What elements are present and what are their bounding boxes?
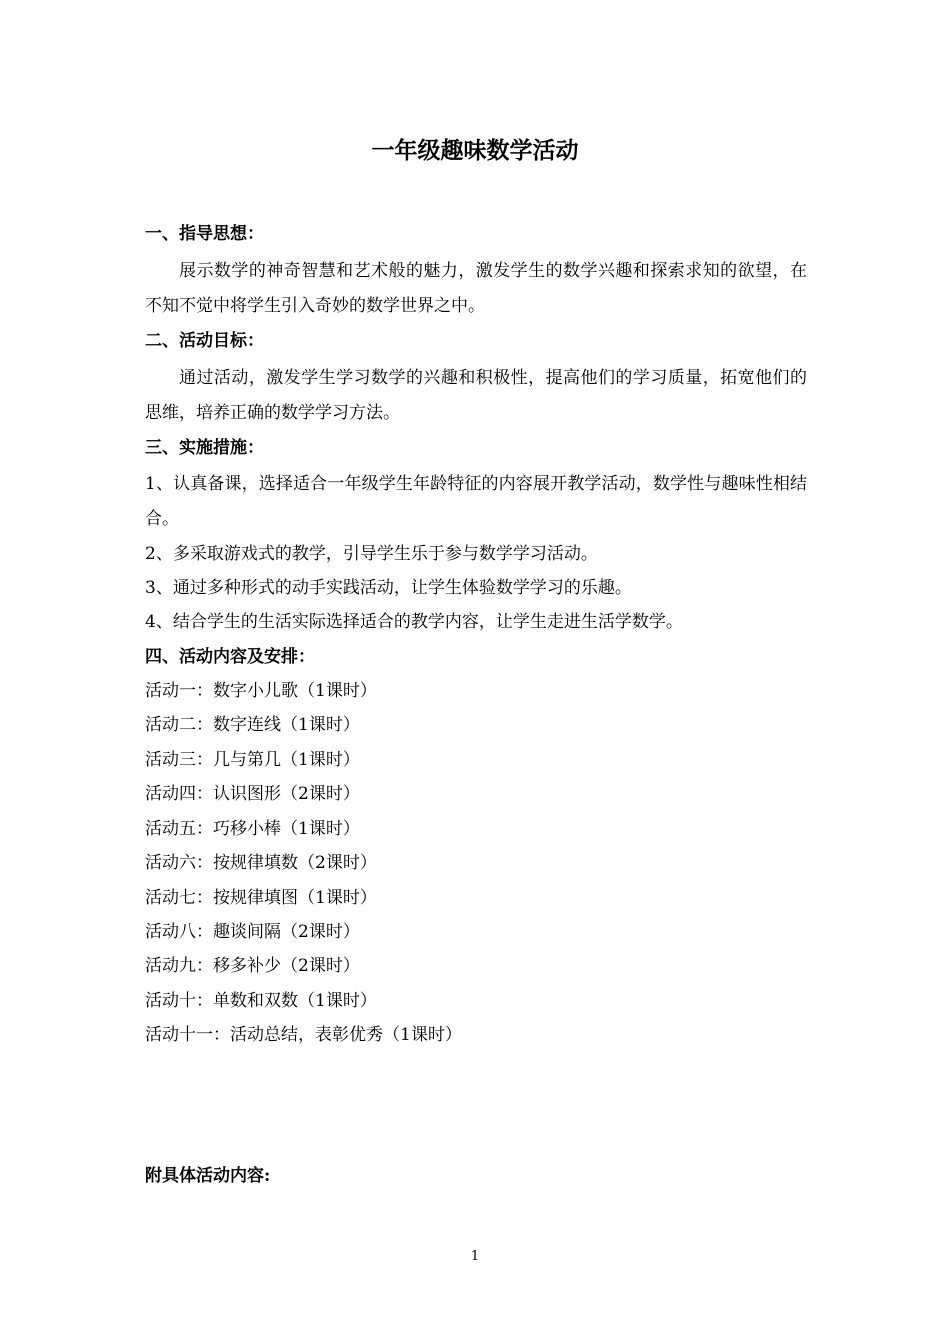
activity-item: 活动九：移多补少（2课时） (145, 956, 360, 976)
page-number: 1 (470, 1249, 480, 1264)
section-heading-activities: 四、活动内容及安排： (145, 647, 315, 667)
activity-item: 活动一：数字小儿歌（1课时） (145, 681, 377, 701)
document-title: 一年级趣味数学活动 (371, 137, 579, 164)
activity-item: 活动二：数字连线（1课时） (145, 715, 360, 735)
section-text-guiding: 展示数学的神奇智慧和艺术般的魅力，激发学生的数学兴趣和探索求知的欲望，在不知不觉中将学生引入奇妙的数学世界之中。 (145, 261, 807, 316)
appendix-heading: 附具体活动内容: (145, 1166, 271, 1186)
activity-item: 活动四：认识图形（2课时） (145, 784, 360, 804)
measure-item: 1、认真备课，选择适合一年级学生年龄特征的内容展开教学活动，数学性与趣味性相结合。 (145, 474, 807, 529)
measure-item: 2、多采取游戏式的教学，引导学生乐于参与数学学习活动。 (145, 544, 598, 564)
section-heading-guiding: 一、指导思想： (145, 224, 264, 244)
section-heading-goal: 二、活动目标： (145, 331, 264, 351)
section-text-goal: 通过活动，激发学生学习数学的兴趣和积极性，提高他们的学习质量，拓宽他们的思维，培养正确的数学学习方法。 (145, 368, 807, 423)
section-heading-measures: 三、实施措施： (145, 438, 264, 458)
activity-item: 活动三：几与第几（1课时） (145, 750, 360, 770)
activity-item: 活动七：按规律填图（1课时） (145, 888, 377, 908)
activity-item: 活动十：单数和双数（1课时） (145, 991, 377, 1011)
measure-item: 4、结合学生的生活实际选择适合的教学内容，让学生走进生活学数学。 (145, 612, 683, 632)
activity-item: 活动六：按规律填数（2课时） (145, 853, 377, 873)
measure-item: 3、通过多种形式的动手实践活动，让学生体验数学学习的乐趣。 (145, 578, 632, 598)
activity-item: 活动八：趣谈间隔（2课时） (145, 922, 360, 942)
activity-item: 活动五：巧移小棒（1课时） (145, 819, 360, 839)
activity-item: 活动十一：活动总结，表彰优秀（1课时） (145, 1025, 462, 1045)
